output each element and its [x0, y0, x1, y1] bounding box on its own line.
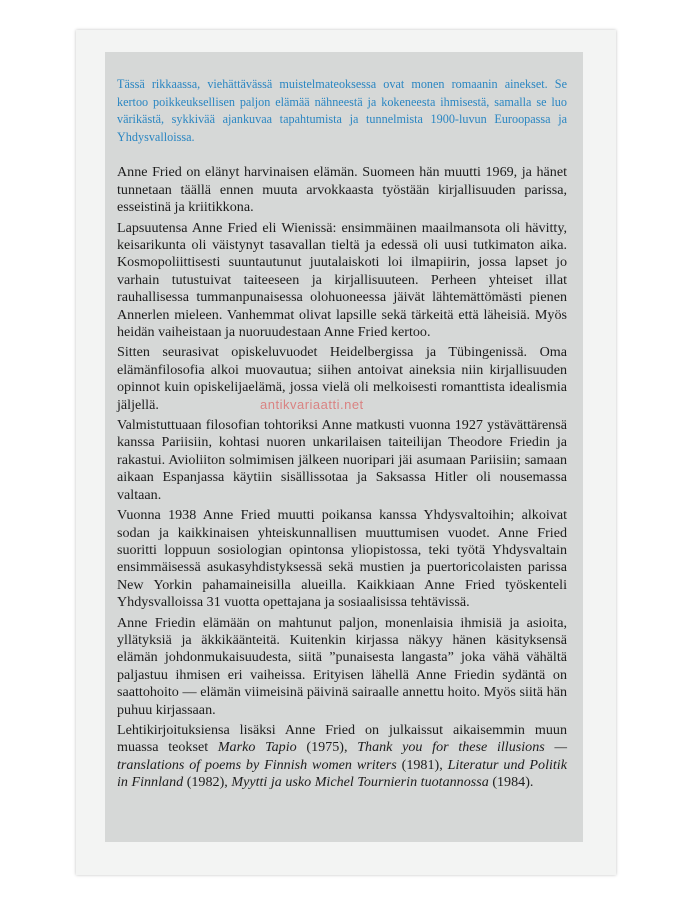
paragraph-6: Anne Friedin elämään on mahtunut paljon, monenlaisia ihmisiä ja asioita, yllätyksiä ja äkkikäänteitä. Kuitenkin kirjassa näkyy hänen käsityksensä elämän johdonmukaisuudesta, siitä ”punaisesta langasta” joka vähä vähältä paljastuu ihmisen eri vaiheissa. Erityisen lähellä Anne Friedin sydäntä on saattohoito — elämän viimeisinä päivinä sairaalle annettu hoito. Myös siitä hän puhuu kirjassaan.	[117, 614, 567, 718]
paragraph-3: Sitten seurasivat opiskeluvuodet Heidelbergissa ja Tübingenissä. Oma elämänfilosofia alkoi muovautua; siihen antoivat aineksia niin kirjallisuuden opinnot kuin opiskelijaelämä, jossa vielä oli melkoisesti romanttista idealismia jäljellä.	[117, 344, 567, 413]
paragraph-7	[117, 722, 567, 792]
work-year-4: (1984).	[488, 774, 534, 791]
work-title-3: Literatur und Politik in Finnland	[117, 756, 567, 791]
work-year-3: (1982),	[183, 774, 232, 791]
work-title-1: Marko Tapio	[217, 739, 297, 756]
work-title-2: Thank you for these illusions — translations of poems by Finnish women writers	[117, 739, 567, 773]
text-panel	[105, 52, 583, 842]
work-year-2: (1981),	[396, 756, 448, 773]
paragraph-4: Valmistuttuaan filosofian tohtoriksi Anne matkusti vuonna 1927 ystävättärensä kanssa Pariisiin, kohtasi nuoren unkarilaisen taiteilijan Theodore Friedin ja rakastui. Avioliiton solmimisen jälkeen nuoripari jäi asumaan Pariisiin; samaan aikaan Espanjassa käytiin sisällissotaa ja Saksassa Hitler oli nousemassa valtaan.	[117, 417, 567, 503]
watermark-text: antikvariaatti.net	[260, 397, 364, 412]
paragraph-7-intro: Lehtikirjoituksiensa lisäksi Anne Fried on julkaissut aikaisemmin muun muassa teokset	[117, 721, 567, 756]
work-year-1: (1975),	[296, 739, 358, 756]
paragraph-5: Vuonna 1938 Anne Fried muutti poikansa kanssa Yhdysvaltoihin; alkoivat sodan ja kaikkinaisen yhteiskunnallisen muuttumisen vuodet. Anne Fried suoritti loppuun sosiologian opintonsa yliopistossa, teki työtä Yhdysvaltain ensimmäisessä asukasyhdistyksessä sekä mustien ja puertoricolaisten parissa New Yorkin pahamaineisilla alueilla. Kaikkiaan Anne Fried työskenteli Yhdysvalloissa 31 vuotta opettajana ja sosiaalisissa tehtävissä.	[117, 507, 567, 611]
work-title-4: Myytti ja usko Michel Tournierin tuotannossa	[231, 774, 489, 791]
paragraph-2: Lapsuutensa Anne Fried eli Wienissä: ensimmäinen maailmansota oli hävitty, keisarikunta oli väistynyt tasavallan tieltä ja edessä oli uusi tutkimaton aika. Kosmopoliittisesti suuntautunut juutalaiskoti loi ilmapiirin, jossa lapset jo varhain tutustuivat taiteeseen ja kirjallisuuteen. Perheen yhteiset illat rauhallisessa tummanpunaisessa olohuoneessa jäivät lähtemättömästi pienen Annerlen mieleen. Vanhemmat olivat lapsille sekä tärkeitä että läheisiä. Myös heidän vaiheistaan ja nuoruudestaan Anne Fried kertoo.	[117, 219, 567, 341]
paragraph-1: Anne Fried on elänyt harvinaisen elämän. Suomeen hän muutti 1969, ja hänet tunnetaan täällä ennen muuta arvokkaasta työstään kirjallisuuden parissa, esseistinä ja kriitikkona.	[117, 164, 567, 216]
blurb-text: Tässä rikkaassa, viehättävässä muistelmateoksessa ovat monen romaanin ainekset. Se kertoo poikkeuksellisen paljon elämää nähneestä ja kokeneesta ihmisestä, samalla se luo värikästä, sykkivää ajankuvaa tapahtumista ja tunnelmista 1900-luvun Euroopassa ja Yhdysvalloissa.	[117, 77, 567, 144]
